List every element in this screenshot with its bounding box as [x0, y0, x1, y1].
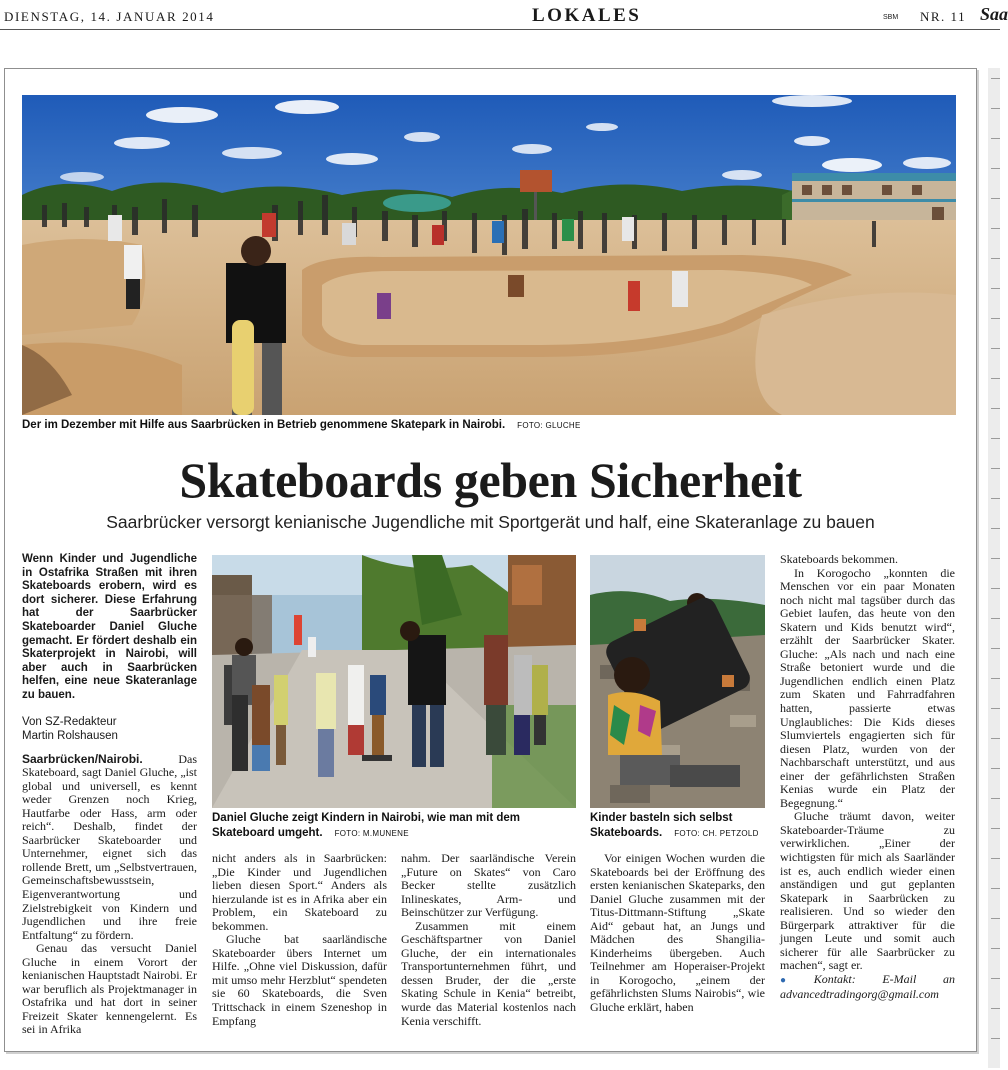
- column-4-paragraph-1: Vor einigen Wochen wurden die Skateboards bei der Eröffnung des ersten kenianischen Skateparks, den Daniel Gluche zusammen mit der Titus-Dittmann-Stiftung „Skate Aid“ gebaut hat, an Jungs und Mädchen des Shangilia-Kinderheims übergeben. Auch Teilnehmer am Hoperaiser-Projekt in Korogocho, „einem der gefährlichsten Slums Nairobis“, wie Gluche erklärt, haben: [590, 851, 765, 1015]
- adjacent-page-edge: [988, 68, 1000, 1068]
- byline-role: Von SZ-Redakteur: [22, 715, 117, 728]
- column-2-paragraph-2: Gluche bat saarländische Skateboarder übers Internet um Hilfe. „Ohne viel Diskussion, dafür mit umso mehr Herzblut“ spendeten sie 60 Skateboards, die Sven Trittschack in einem Szeneshop in Empfang: [212, 932, 387, 1028]
- gluche-photo: [212, 555, 576, 808]
- column-1-paragraph-1: [22, 753, 197, 943]
- newspaper-logo: Saa: [980, 4, 1008, 24]
- kinder-credit: FOTO: CH. PETZOLD: [674, 829, 759, 838]
- dateline: Saarbrücken/Nairobi.: [22, 751, 143, 766]
- column-5-paragraph-3: Gluche träumt davon, weiter Skateboarder-Träume zu verwirklichen. „Einer der wichtigsten für mich als Saarländer ist es, auch endlich wieder einen anständigen und gut geplanten Skatepark in Saarbrücken zu realisieren. Und so wieder den Bürgerpark attraktiver für die jungen Leute und somit auch sicherer für alle Saarbrücker zu machen“, sagt er.: [780, 809, 955, 973]
- skatepark-photo: [22, 95, 956, 415]
- byline: [22, 715, 197, 743]
- bullet-icon: ●: [780, 974, 810, 986]
- kinder-photo: [590, 555, 765, 808]
- gluche-caption-text: Daniel Gluche zeigt Kindern in Nairobi, wie man mit dem Skateboard umgeht.: [212, 812, 520, 839]
- gluche-caption: [212, 811, 576, 841]
- column-3-paragraph-2: Zusammen mit einem Geschäftspartner von Daniel Gluche, der ein internationales Transportunternehmen führt, und dessen Bruder, der die „erste Skating Schule in Kenia“ betreibt, wurde das Material kostenlos nach Kenia verschifft.: [401, 918, 576, 1028]
- column-5-paragraph-2: In Korogocho „konnten die Menschen vor ein paar Monaten noch nicht mal tagsüber durch das Gebiet laufen, das heute von den Skatern und Kids benutzt wird“, erzählt der Saarbrücker Skater. Gluche: „Als nach und nach eine Straße betoniert wurde und die Jugendlichen endlich einen Platz zum Skaten und Fahrradfahren hatten, passierte etwas Unglaubliches: Die Kids dieses Slumviertels engagierten sich für diesen Platz, wurden von der Nachbarschaft unterstützt, und aus einer der gefährlichsten Straßen Kenias wurde ein Platz der Begegnung.“: [780, 565, 955, 810]
- column-1-text-1: Das Skateboard, sagt Daniel Gluche, „ist global und universell, es kennt weder Grenzen noch Krieg, Hautfarbe oder Hass, arm oder reich“. Deshalb, findet der Saarbrücker Skateboarder und Unternehmer, eignet sich das rollende Brett, um „Selbstvertrauen, Gemeinschaftsbewusstsein, Eigenverantwortung und Zielstrebigkeit von Kindern und Jugendlichen und ihre freie Entfaltung“ zu fördern.: [22, 751, 197, 942]
- issue-date: DIENSTAG, 14. JANUAR 2014: [4, 9, 215, 24]
- section-title: LOKALES: [532, 5, 642, 26]
- article-lead: Wenn Kinder und Jugendliche in Ostafrika Straßen mit ihren Skateboards erobern, wird es dort sicherer. Diese Erfahrung hat der Saarbrücker Skateboarder Daniel Gluche gemacht. Er fördert deshalb ein Skaterprojekt in Nairobi, will aber auch in Saarbrücken helfen, eine neue Skateranlage zu bauen.: [22, 553, 197, 701]
- skatepark-caption-text: Der im Dezember mit Hilfe aus Saarbrücken in Betrieb genommene Skatepark in Nairobi.: [22, 419, 506, 431]
- contact-email: Kontakt: E-Mail an advancedtradingorg@gmail.com: [780, 971, 955, 1001]
- column-5: [780, 553, 955, 1001]
- column-5-paragraph-1: Skateboards bekommen.: [780, 552, 898, 566]
- column-3-paragraph-1: nahm. Der saarländische Verein „Future on Skates“ von Caro Becker stellte zusätzlich Inlineskates, Arm- und Beinschützer zur Verfügung.: [401, 851, 576, 920]
- article-subhead: Saarbrücker versorgt kenianische Jugendliche mit Sportgerät und half, eine Skateranlage zu bauen: [106, 512, 875, 532]
- column-4: [590, 852, 765, 1015]
- gluche-credit: FOTO: M.MUNENE: [334, 829, 409, 838]
- column-1: [22, 553, 197, 1037]
- byline-author: Martin Rolshausen: [22, 729, 118, 742]
- edition-code: SBM: [883, 14, 899, 21]
- kinder-caption: [590, 811, 766, 841]
- column-1-paragraph-2: Genau das versucht Daniel Gluche in einem Vorort der kenianischen Hauptstadt Nairobi. Er war beruflich als Projektmanager in Ostafrika und hat dort in seiner Freizeit Skater kennengelernt. Es sei in Afrika: [22, 941, 197, 1037]
- skatepark-caption: [22, 418, 956, 433]
- contact-line: [780, 973, 955, 1001]
- article-headline: Skateboards geben Sicherheit: [179, 452, 802, 508]
- page-masthead: [0, 0, 1008, 30]
- issue-number: NR. 11: [920, 9, 967, 24]
- column-3: [401, 852, 576, 1028]
- kinder-caption-text: Kinder basteln sich selbst Skateboards.: [590, 812, 733, 839]
- column-2: [212, 852, 387, 1028]
- skatepark-credit: FOTO: GLUCHE: [517, 421, 581, 430]
- column-2-paragraph-1: nicht anders als in Saarbrücken: „Die Kinder und Jugendlichen lieben diesen Sport.“ Anders als hierzulande ist es in Afrika aber ein Problem, ein Skateboard zu bekommen.: [212, 851, 387, 933]
